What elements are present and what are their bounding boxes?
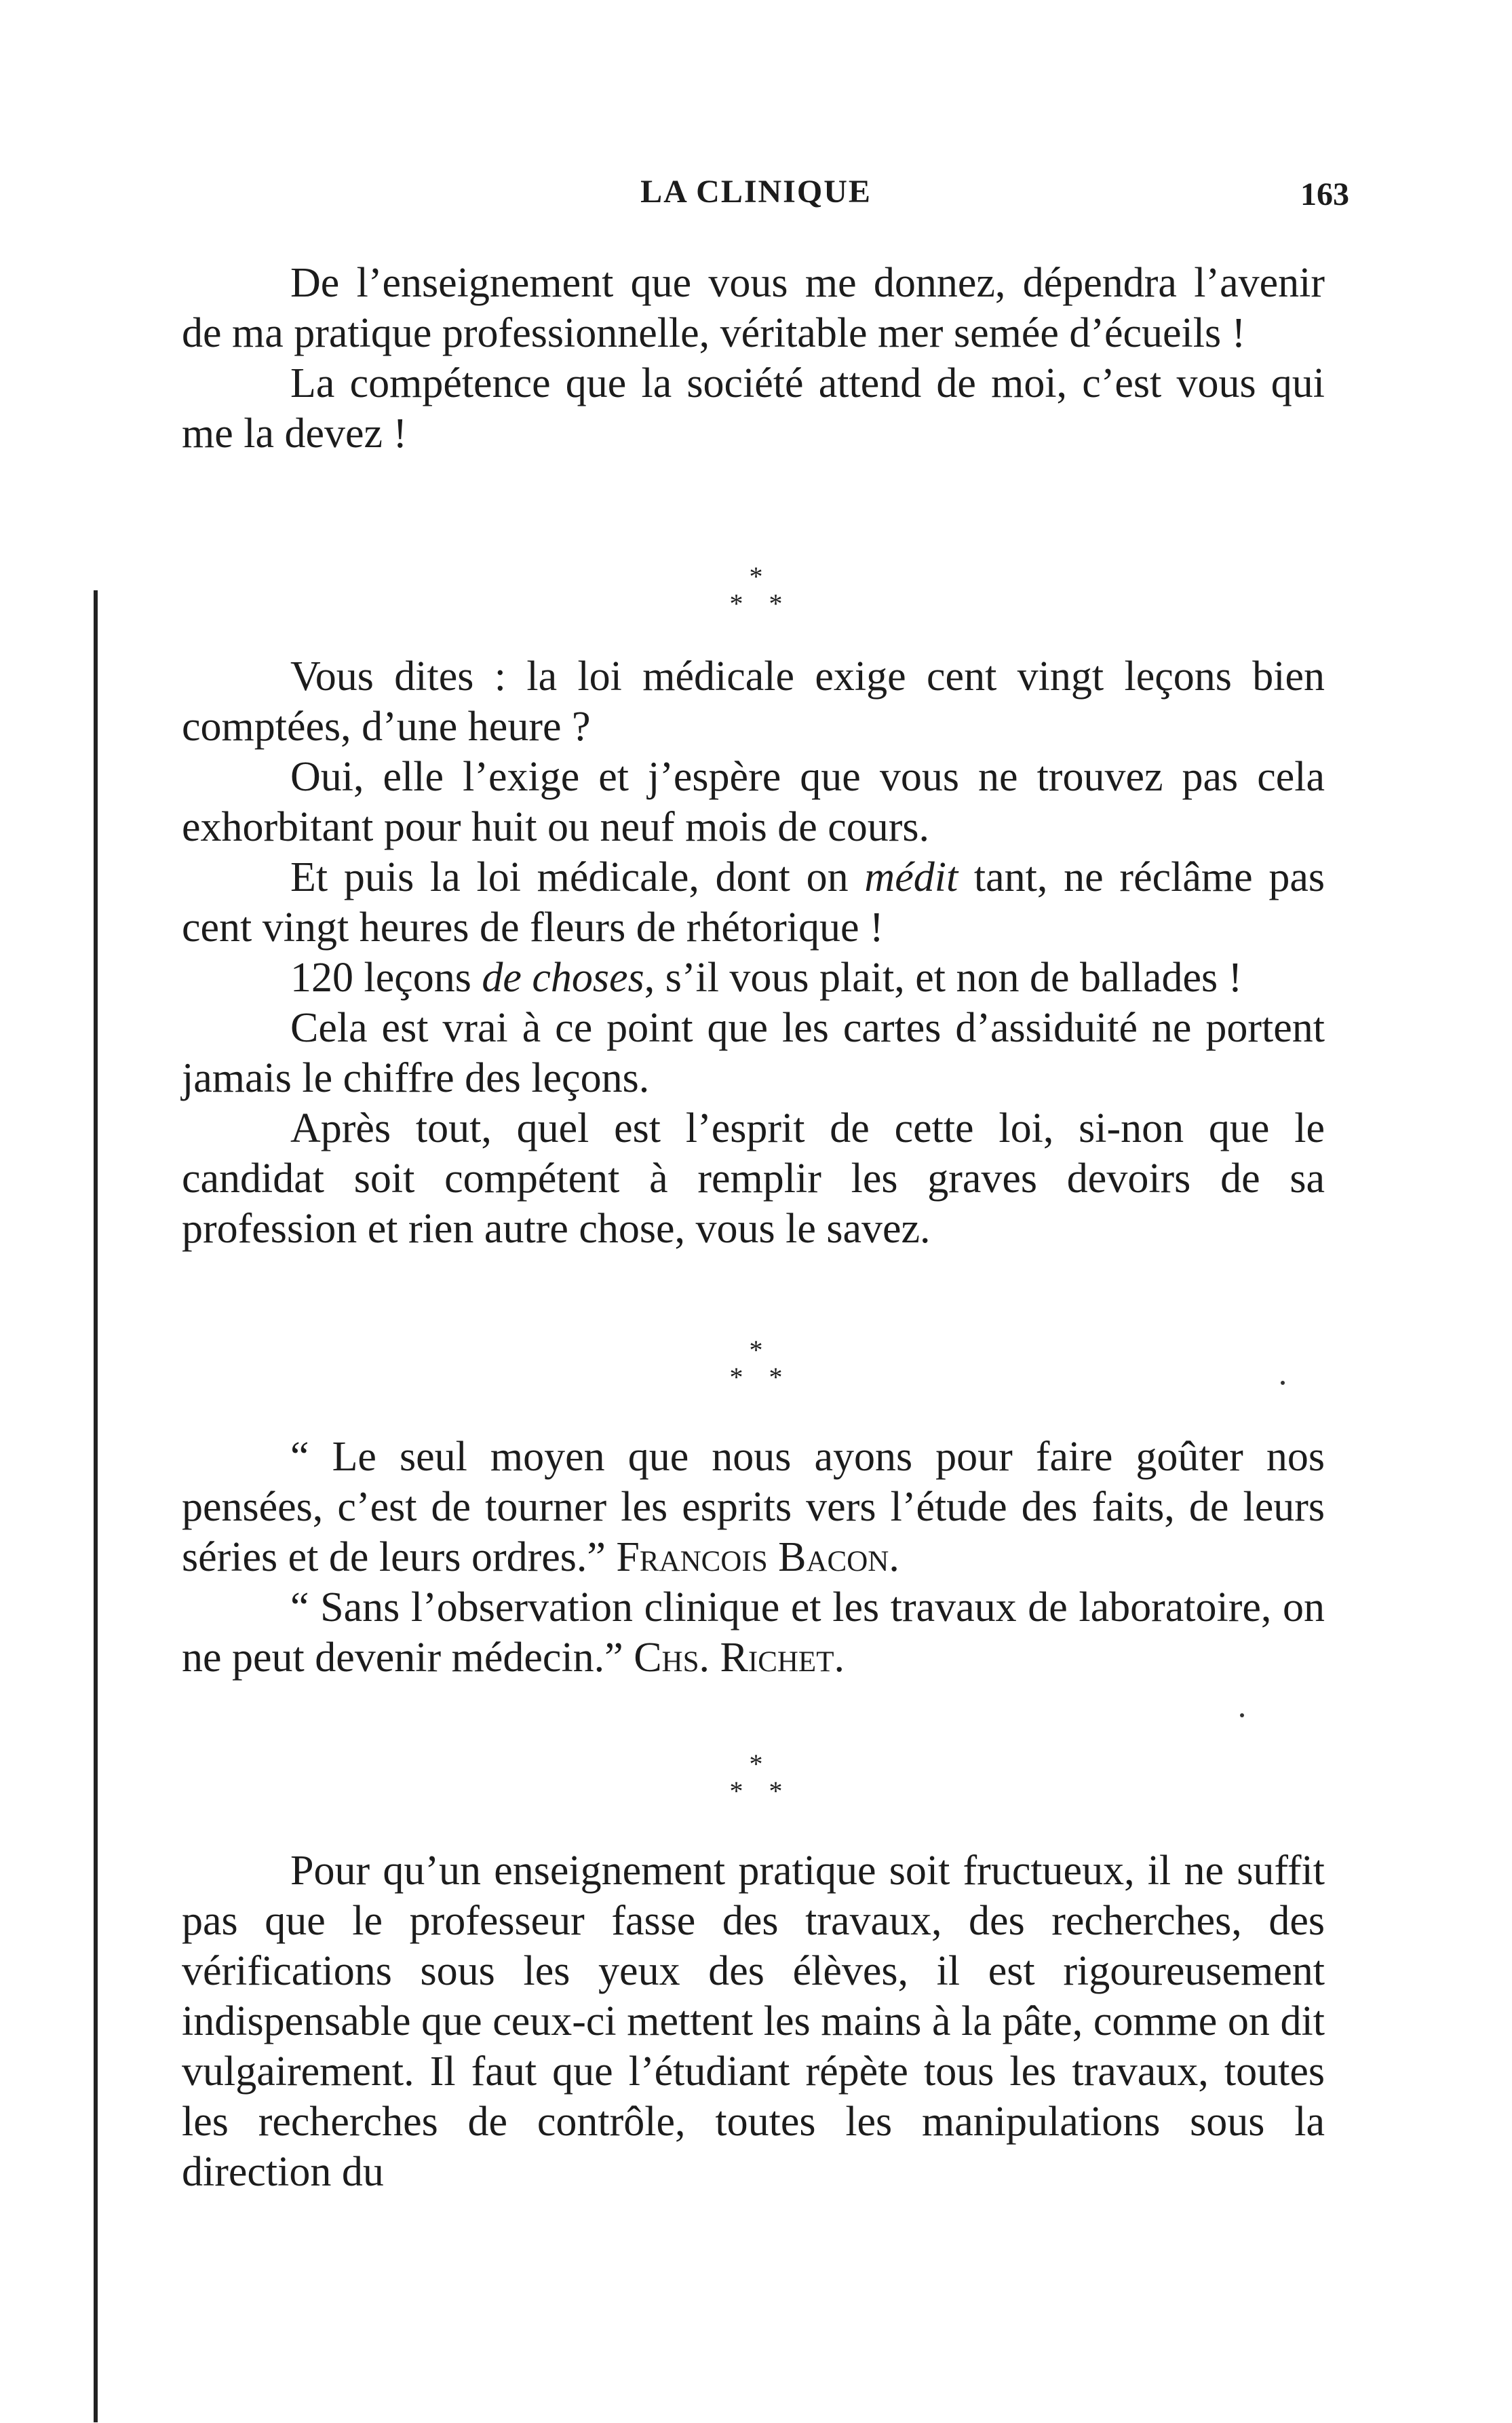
asterism-separator (0, 563, 1512, 645)
section-3 (182, 1846, 1325, 2197)
text-run: tant, ne réclâme pas cent vingt heures de fleurs de rhétorique ! (182, 854, 1325, 951)
running-head (0, 173, 1512, 221)
section-2 (182, 651, 1325, 1254)
paragraph (182, 852, 1325, 953)
running-title: LA CLINIQUE (640, 174, 872, 210)
text-run: 120 leçons (290, 955, 482, 1001)
asterism-bottom: ** (729, 1776, 809, 1806)
section-1 (182, 258, 1325, 459)
asterism-top: * (749, 1749, 763, 1779)
text-run: , s’il vous plait, et non de ballades ! (644, 955, 1243, 1001)
asterism-bottom: ** (729, 588, 809, 619)
asterism-top: * (749, 561, 763, 592)
quote-attribution: Chs. Richet. (634, 1635, 845, 1681)
ink-speck (1240, 1713, 1244, 1717)
quote-attribution: Francois Bacon. (616, 1534, 899, 1580)
italic-text: médit (864, 854, 958, 900)
quote-text: “ Sans l’observation clinique et les travaux de laboratoire, on ne peut devenir médecin.” (182, 1584, 1325, 1681)
quotations (182, 1432, 1325, 1683)
paragraph (182, 953, 1325, 1003)
quotation (182, 1432, 1325, 1582)
asterism-bottom: ** (729, 1362, 809, 1392)
asterism-separator (0, 1751, 1512, 1832)
italic-text: de choses (482, 955, 644, 1001)
asterism-top: * (749, 1335, 763, 1365)
paragraph: Pour qu’un enseignement pratique soit fructueux, il ne suffit pas que le professeur fasse des travaux, des recherches, des vérifications sous les yeux des élèves, il est rigoureusement indispensable que ceux-ci mettent les mains à la pâte, comme on dit vulgairement. Il faut que l’étudiant répète tous les travaux, toutes les recherches de contrôle, toutes les manipulations sous la direction du (182, 1848, 1325, 2195)
paragraph: Après tout, quel est l’esprit de cette loi, si-non que le candidat soit compétent à remplir les graves devoirs de sa profession et rien autre chose, vous le savez. (182, 1105, 1325, 1252)
quotation (182, 1582, 1325, 1683)
page-number: 163 (1300, 176, 1349, 212)
paragraph: Vous dites : la loi médicale exige cent vingt leçons bien comptées, d’une heure ? (182, 653, 1325, 750)
asterism-separator (0, 1337, 1512, 1418)
paragraph: Cela est vrai à ce point que les cartes d’assiduité ne portent jamais le chiffre des leçons. (182, 1005, 1325, 1101)
paragraph: Oui, elle l’exige et j’espère que vous ne trouvez pas cela exhorbitant pour huit ou neuf mois de cours. (182, 754, 1325, 850)
text-run: Et puis la loi médicale, dont on (290, 854, 865, 900)
page-edge-line (94, 590, 98, 2422)
paragraph: La compétence que la société attend de moi, c’est vous qui me la devez ! (182, 360, 1325, 457)
paragraph: De l’enseignement que vous me donnez, dépendra l’avenir de ma pratique professionnelle, véritable mer semée d’écueils ! (182, 260, 1325, 356)
quote-text: “ Le seul moyen que nous ayons pour faire goûter nos pensées, c’est de tourner les esprits vers l’étude des faits, de leurs séries et de leurs ordres.” (182, 1434, 1325, 1580)
